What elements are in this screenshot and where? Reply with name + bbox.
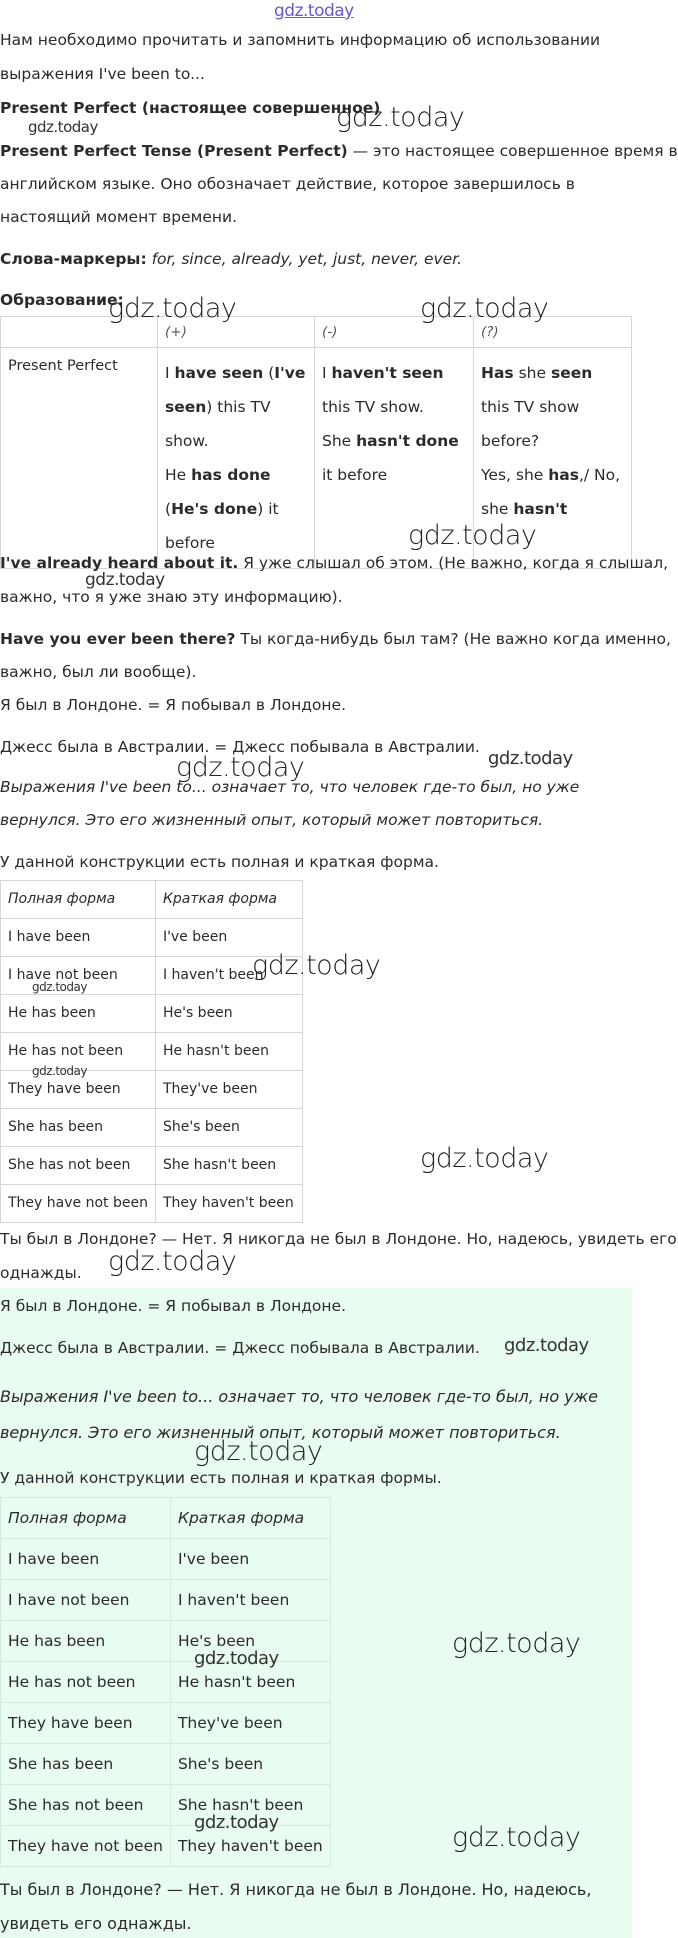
london-sentence: Я был в Лондоне. = Я побывал в Лондоне.: [0, 696, 347, 714]
table-row: [1, 1580, 331, 1621]
example-1-line-2: важно, что я уже знаю эту информацию).: [0, 588, 343, 606]
watermark: gdz.today: [108, 1246, 237, 1277]
short-form-cell: I haven't been: [155, 957, 302, 995]
watermark: gdz.today: [336, 102, 465, 133]
table-row: [1, 995, 303, 1033]
table-row: [1, 1539, 331, 1580]
short-form-cell: They haven't been: [170, 1826, 330, 1867]
pp-term: Present Perfect Tense (Present Perfect): [0, 142, 348, 160]
full-form-cell: I have been: [1, 919, 156, 957]
watermark: gdz.today: [108, 293, 237, 324]
full-form-cell: They have not been: [1, 1185, 156, 1223]
pp-header-question: (?): [474, 317, 632, 348]
watermark: gdz.today: [194, 1436, 323, 1467]
present-perfect-table: [0, 316, 632, 569]
short-form-cell: He hasn't been: [170, 1662, 330, 1703]
watermark: gdz.today: [85, 570, 165, 590]
full-form-cell: She has not been: [1, 1147, 156, 1185]
green-construction-note: У данной конструкции есть полная и краткая формы.: [0, 1469, 442, 1487]
short-form-cell: They've been: [155, 1071, 302, 1109]
pp-question-example-2: Yes, she has,/ No, she hasn't: [481, 466, 621, 518]
full-form-cell: She has not been: [1, 1785, 171, 1826]
watermark: gdz.today: [32, 1064, 87, 1078]
pp-plus-example-1: I have seen (I've seen) this TV show.: [165, 364, 306, 450]
pp-question-example-1: Has she seen this TV show before?: [481, 364, 593, 450]
jess-sentence: Джесс была в Австралии. = Джесс побывала в Австралии.: [0, 738, 480, 756]
pp-cell-plus: [158, 348, 315, 569]
watermark: gdz.today: [452, 1628, 581, 1659]
watermark: gdz.today: [32, 980, 87, 994]
pp-definition-line-1: [0, 141, 678, 161]
forms-header-short: Краткая форма: [155, 881, 302, 919]
formation-label: Образование:: [0, 291, 124, 309]
expression-line-2: вернулся. Это его жизненный опыт, который может повториться.: [0, 811, 544, 829]
short-form-cell: She's been: [170, 1744, 330, 1785]
example-2-line-1: Have you ever been there? Ты когда-нибудь был там? (Не важно когда именно,: [0, 630, 671, 648]
forms-table-1: [0, 880, 303, 1223]
example-2-line-2: важно, был ли вообще).: [0, 663, 197, 681]
pp-def-rest: — это настоящее совершенное время в: [347, 142, 678, 160]
short-form-cell: I've been: [170, 1539, 330, 1580]
table-row: [1, 1109, 303, 1147]
green-expression-line-1: Выражения I've been to... означает то, что человек где-то был, но уже: [0, 1387, 598, 1406]
green-answer-line-1: Ты был в Лондоне? — Нет. Я никогда не был в Лондоне. Но, надеюсь,: [0, 1880, 592, 1899]
pp-plus-example-2: He has done (He's done) it before: [165, 466, 279, 552]
watermark: gdz.today: [408, 520, 537, 551]
forms-header-full: Полная форма: [1, 881, 156, 919]
answer-line-2: однажды.: [0, 1264, 82, 1282]
short-form-cell: They've been: [170, 1703, 330, 1744]
forms2-header-short: Краткая форма: [170, 1498, 330, 1539]
full-form-cell: She has been: [1, 1109, 156, 1147]
full-form-cell: I have not been: [1, 1580, 171, 1621]
watermark: gdz.today: [504, 1335, 589, 1356]
full-form-cell: I have not been: [1, 957, 156, 995]
pp-header-minus: (-): [315, 317, 474, 348]
pp-row-label: Present Perfect: [1, 348, 158, 569]
table-row: [1, 1662, 331, 1703]
table-row: [1, 1744, 331, 1785]
full-form-cell: They have been: [1, 1071, 156, 1109]
construction-note: У данной конструкции есть полная и краткая форма.: [0, 853, 439, 871]
full-form-cell: She has been: [1, 1744, 171, 1785]
table-row: [1, 1147, 303, 1185]
table-row: [1, 1785, 331, 1826]
pp-header-plus: (+): [158, 317, 315, 348]
pp-definition-line-3: настоящий момент времени.: [0, 208, 238, 226]
full-form-cell: I have been: [1, 1539, 171, 1580]
full-form-cell: They have not been: [1, 1826, 171, 1867]
intro-line-1: Нам необходимо прочитать и запомнить информацию об использовании: [0, 31, 601, 49]
watermark-top: gdz.today: [274, 1, 354, 21]
short-form-cell: I've been: [155, 919, 302, 957]
table-row: [1, 1185, 303, 1223]
full-form-cell: He has been: [1, 1621, 171, 1662]
markers-label: Слова-маркеры:: [0, 250, 147, 268]
pp-minus-example-2: She hasn't done it before: [322, 432, 459, 484]
watermark: gdz.today: [420, 1143, 549, 1174]
green-jess-sentence: Джесс была в Австралии. = Джесс побывала в Австралии.: [0, 1339, 480, 1357]
table-row: [1, 1703, 331, 1744]
full-form-cell: He has not been: [1, 1662, 171, 1703]
watermark: gdz.today: [420, 293, 549, 324]
pp-minus-example-1: I haven't seen this TV show.: [322, 364, 444, 416]
watermark: gdz.today: [488, 748, 573, 769]
green-answer-line-2: увидеть его однажды.: [0, 1914, 192, 1933]
forms-table-2: [0, 1497, 331, 1867]
short-form-cell: He's been: [170, 1621, 330, 1662]
intro-line-2: выражения I've been to...: [0, 65, 205, 83]
watermark: gdz.today: [28, 118, 98, 136]
short-form-cell: He's been: [155, 995, 302, 1033]
full-form-cell: He has been: [1, 995, 156, 1033]
full-form-cell: He has not been: [1, 1033, 156, 1071]
markers-words: for, since, already, yet, just, never, ever.: [146, 250, 463, 268]
short-form-cell: She hasn't been: [155, 1147, 302, 1185]
short-form-cell: I haven't been: [170, 1580, 330, 1621]
watermark: gdz.today: [176, 752, 305, 783]
expression-line-1: Выражения I've been to... означает то, что человек где-то был, но уже: [0, 778, 580, 796]
answer-line-1: Ты был в Лондоне? — Нет. Я никогда не был в Лондоне. Но, надеюсь, увидеть его: [0, 1230, 677, 1248]
green-london-sentence: Я был в Лондоне. = Я побывал в Лондоне.: [0, 1297, 347, 1315]
short-form-cell: She hasn't been: [170, 1785, 330, 1826]
watermark: gdz.today: [194, 1812, 279, 1833]
short-form-cell: He hasn't been: [155, 1033, 302, 1071]
pp-heading: Present Perfect (настоящее совершенное): [0, 99, 381, 117]
table-row: [1, 1621, 331, 1662]
forms2-header-full: Полная форма: [1, 1498, 171, 1539]
short-form-cell: They haven't been: [155, 1185, 302, 1223]
markers-line: [0, 249, 462, 269]
watermark: gdz.today: [252, 950, 381, 981]
example-1-line-1: I've already heard about it. Я уже слышал об этом. (Не важно, когда я слышал,: [0, 554, 669, 572]
short-form-cell: She's been: [155, 1109, 302, 1147]
watermark: gdz.today: [452, 1822, 581, 1853]
full-form-cell: They have been: [1, 1703, 171, 1744]
green-expression-line-2: вернулся. Это его жизненный опыт, который может повториться.: [0, 1423, 561, 1442]
table-row: [1, 1826, 331, 1867]
watermark: gdz.today: [194, 1648, 279, 1669]
pp-definition-line-2: английском языке. Оно обозначает действие, которое завершилось в: [0, 175, 575, 193]
